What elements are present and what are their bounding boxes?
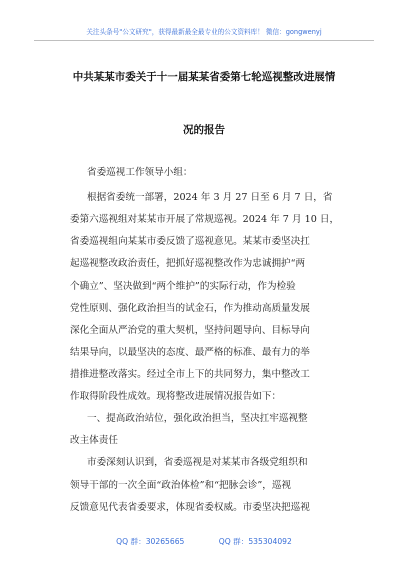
salutation: 省委巡视工作领导小组： bbox=[87, 167, 193, 178]
body-line: 反馈意见代表省委要求，体现省委权威。市委坚决把巡视 bbox=[70, 502, 310, 513]
body-line: 个确立”、坚决做到“两个维护”的实际行动，作为检验 bbox=[70, 281, 296, 292]
body-line: 深化全面从严治党的重大契机，坚持问题导向、目标导向 bbox=[70, 325, 310, 336]
body-line: 根据省委统一部署，2024 年 3 月 27 日至 6 月 7 日，省 bbox=[87, 192, 333, 203]
body-line: 结果导向，以最坚决的态度、最严格的标准、最有力的举 bbox=[70, 347, 310, 358]
body-line: 措推进整改落实。经过全市上下的共同努力，集中整改工 bbox=[70, 369, 310, 380]
body-line: 市委深刻认识到，省委巡视是对某某市各级党组织和 bbox=[87, 457, 308, 468]
header-promo-text: 关注头条号"公文研究"，获得最新最全最专业的公文资料库！ 微信：gongwenyj bbox=[86, 28, 322, 36]
body-line: 作取得阶段性成效。现将整改进展情况报告如下： bbox=[70, 391, 282, 402]
body-line: 省委巡视组向某某市委反馈了巡视意见。某某市委坚决扛 bbox=[70, 236, 310, 247]
footer-qq-group-1: QQ 群：30265665 bbox=[116, 537, 185, 546]
body-line: 党性原则、强化政治担当的试金石，作为推动高质量发展 bbox=[70, 303, 310, 314]
section-heading-line: 改主体责任 bbox=[70, 435, 118, 446]
body-line: 委第六巡视组对某某市开展了常规巡视。2024 年 7 月 10 日， bbox=[70, 214, 340, 225]
document-title-line-1: 中共某某市委关于十一届某某省委第七轮巡视整改进展情 bbox=[72, 71, 336, 83]
footer-qq-group-2: QQ 群：535304092 bbox=[218, 537, 292, 546]
section-heading-line: 一、提高政治站位，强化政治担当，坚决扛牢巡视整 bbox=[87, 413, 308, 424]
footer-contact bbox=[0, 536, 408, 547]
header-divider bbox=[34, 40, 374, 41]
document-title-line-2: 况的报告 bbox=[183, 124, 225, 136]
body-line: 起巡视整改政治责任，把抓好巡视整改作为忠诚拥护“两 bbox=[70, 258, 306, 269]
body-line: 领导干部的一次全面“政治体检”和“把脉会诊”，巡视 bbox=[70, 480, 292, 491]
